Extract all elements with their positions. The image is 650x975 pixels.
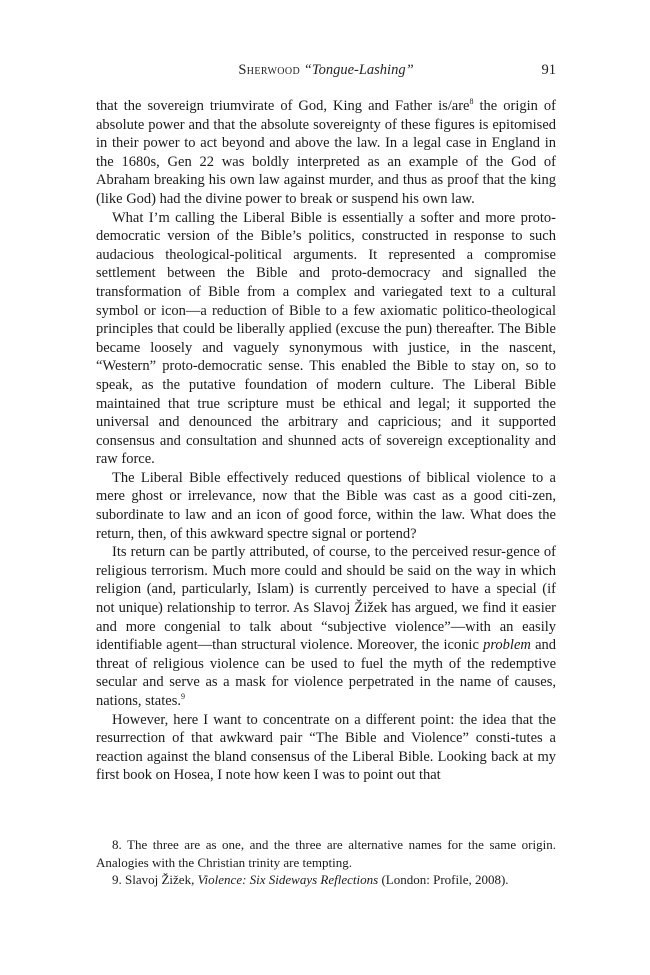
- footnotes: [96, 836, 556, 889]
- footnote-ref-9[interactable]: 9: [180, 692, 185, 702]
- paragraph: The Liberal Bible effectively reduced questions of biblical violence to a mere ghost or irrelevance, now that the Bible was cast as a good citi-zen, subordinate to law and an icon of good force, within the law. What does the return, then, of this awkward spectre signal or portend?: [96, 469, 556, 542]
- paragraph: However, here I want to concentrate on a different point: the idea that the resurrection of that awkward pair “The Bible and Violence” consti-tutes a reaction against the bland consensus of the Liberal Bible. Looking back at my first book on Hosea, I note how keen I was to point out that: [96, 711, 556, 784]
- footnote-8: 8. The three are as one, and the three are alternative names for the same origin. Analogies with the Christian trinity are tempting.: [96, 837, 556, 870]
- running-head-author: Sherwood: [238, 62, 301, 78]
- running-head-title: “Tongue-Lashing”: [303, 62, 414, 78]
- running-head: [96, 62, 556, 82]
- book-title: Violence: Six Sideways Reflections: [197, 872, 379, 887]
- emphasis: problem: [483, 637, 531, 654]
- page-number: 91: [541, 62, 556, 78]
- paragraph: that the sovereign triumvirate of God, King and Father is/are$^8$ the origin of absolute power and that the absolute sovereignty of these figures is epitomised in their power to act beyond and above the law. In a legal case in England in the 1680s, Gen 22 was boldly interpreted as an example of the God of Abraham breaking his own law against murder, and thus as proof that the king (like God) had the divine power to break or suspend his own law.: [96, 97, 556, 207]
- paragraph: What I’m calling the Liberal Bible is essentially a softer and more proto-democratic version of the Bible’s politics, constructed in response to such audacious theological-political arguments. It represented a compromise settlement between the Bible and proto-democracy and signalled the transformation of Bible from a complex and variegated text to a cultural symbol or icon—a reduction of Bible to a few axiomatic politico-theological principles that could be liberally applied (excuse the pun) thereafter. The Bible became loosely and vaguely synonymous with justice, in the nascent, “Western” proto-democratic sense. This enabled the Bible to stay on, so to speak, as the putative foundation of modern culture. The Liberal Bible maintained that true scripture must be ethical and legal; it supported the universal and denounced the arbitrary and capricious; and it supported consensus and consultation and shunned acts of sovereign exceptionality and raw force.: [96, 209, 556, 468]
- footnote-ref-8[interactable]: 8: [469, 97, 474, 107]
- paragraph: Its return can be partly attributed, of course, to the perceived resur-gence of religious terrorism. Much more could and should be said on the way in which religion (and, particularly, Islam) is currently perceived to have a special (if not unique) relationship to terror. As Slavoj Žižek has argued, we find it easier and more congenial to talk about “subjective violence”—with an easily identifiable agent—than structural violence. Moreover, the iconic problem and threat of religious violence can be used to fuel the myth of the redemptive secular and serve as a mask for violence perpetrated in the name of causes, nations, states.$^9$: [96, 544, 557, 709]
- footnote-9: 9. Slavoj Žižek, Violence: Six Sideways Reflections (London: Profile, 2008).: [112, 872, 509, 887]
- body-text: [96, 97, 556, 785]
